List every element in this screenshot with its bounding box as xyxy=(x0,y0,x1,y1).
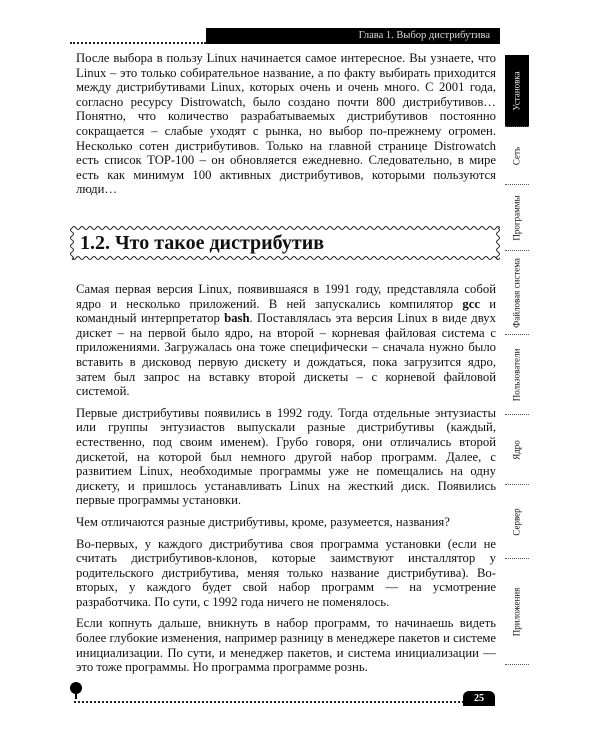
intro-paragraph: После выбора в пользу Linux начинается самое интересное. Вы узнаете, что Linux – это только собирательное название, а по факту выбирать приходится между дистрибутивами Linux, которых очень и очень много. С 2001 года, согласно ресурсу Distrowatch, было создано почти 800 дистрибутивов… Понятно, что количество разрабатываемых дистрибутивов постоянно сокращается – слабые уходят с рынка, но выбор по-прежнему огромен. Несколько сотен дистрибутивов. Только на главной странице Distrowatch есть список TOP-100 – он обновляется ежедневно. Следовательно, в мире есть как минимум 100 активных дистрибутивов, которыми пользуются люди… xyxy=(76,51,496,197)
footer-divider xyxy=(74,701,464,703)
tab-ustanovka[interactable]: Установка xyxy=(505,55,529,127)
tab-failovaya-sistema[interactable]: Файловая система xyxy=(505,251,529,335)
paragraph-differences: Во-первых, у каждого дистрибутива своя программа установки (если не считать дистрибутивов-клонов, которые заимствуют инсталлятор у родительского дистрибутива, меняя только название дистрибутива). Во-вторых, у каждого будет свой набор программ — на усмотрение разработчика. По сути, с 1992 года ничего не поменялось. xyxy=(76,536,496,609)
header-divider xyxy=(70,42,206,44)
page-number: 25 xyxy=(463,691,495,706)
tab-polzovateli[interactable]: Пользователи xyxy=(505,335,529,415)
tab-yadro[interactable]: Ядро xyxy=(505,415,529,485)
bullet-marker xyxy=(70,682,82,694)
chapter-header: Глава 1. Выбор дистрибутива xyxy=(206,28,500,44)
section-body xyxy=(76,282,496,682)
intro-text xyxy=(76,51,496,204)
gcc-term: gcc xyxy=(462,296,480,311)
tab-prilozheniya[interactable]: Приложения xyxy=(505,559,529,665)
paragraph-deeper: Если копнуть дальше, вникнуть в набор программ, то начинаешь видеть более глубокие изменения, например разницу в менеджере пакетов и системе инициализации. По сути, и менеджер пакетов, и система инициализации — это тоже программы. Но программа программе рознь. xyxy=(76,616,496,675)
bash-term: bash xyxy=(224,311,250,326)
tab-server[interactable]: Сервер xyxy=(505,485,529,559)
paragraph-question: Чем отличаются разные дистрибутивы, кроме, разумеется, названия? xyxy=(76,514,450,529)
tab-set[interactable]: Сеть xyxy=(505,127,529,185)
tab-programmy[interactable]: Программы xyxy=(505,185,529,251)
paragraph-first-distros: Первые дистрибутивы появились в 1992 году. Тогда отдельные энтузиасты или группы энтузиастов выпускали разные дистрибутивы (каждый, естественно, под своим именем). Грубо говоря, они отличались второй дискетой, на которой был немного другой набор программ. Далее, с развитием Linux, необходимые программы уже не помещались на одну дискету, и пришлось устанавливать Linux на жесткий диск. Появились первые программы установки. xyxy=(76,405,496,508)
section-tabs xyxy=(505,55,529,665)
section-heading-box xyxy=(70,226,500,260)
paragraph-first-version: Самая первая версия Linux, появившаяся в 1991 году, представляла собой ядро и несколько приложений. В ней запускались компилятор gcc и командный интерпретатор bash. Поставлялась эта версия Linux в виде двух дискет – на первой было ядро, на второй – корневая файловая система с приложениями. Загружалась она тоже специфически – сначала нужно было вставить в дисковод первую дискету и дождаться, пока загрузится ядро, затем был запрос на вставку второй дискеты – с корневой файловой системой. xyxy=(76,282,496,399)
section-heading: 1.2. Что такое дистрибутив xyxy=(80,232,325,254)
